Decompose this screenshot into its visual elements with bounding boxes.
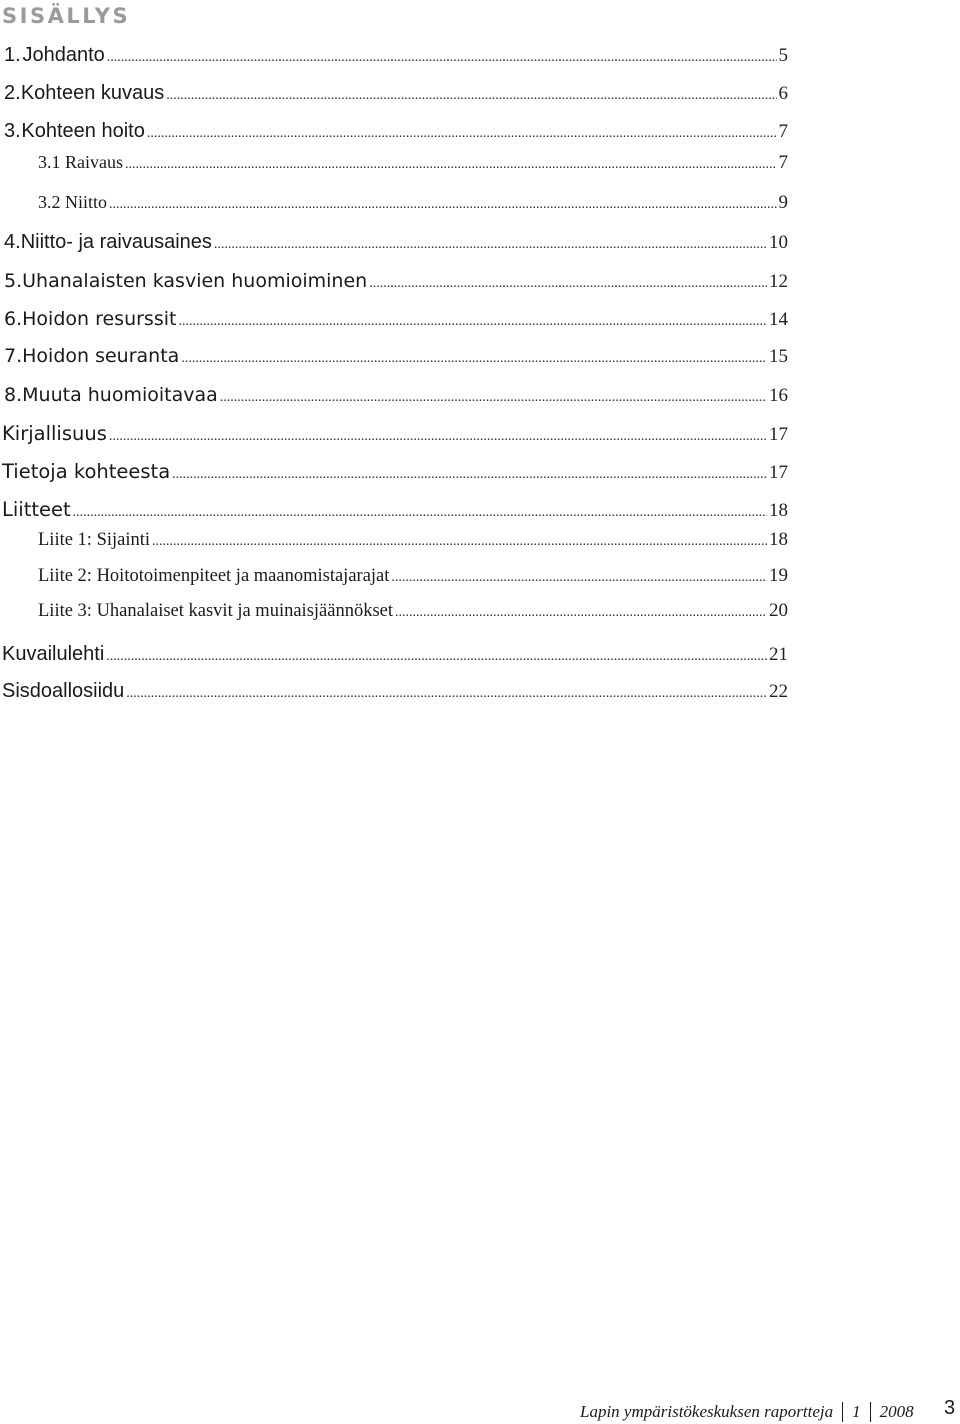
toc-entry-page: 5 bbox=[778, 45, 788, 66]
toc-entry-4[interactable] bbox=[4, 231, 788, 261]
toc-entry-label: 3.1 Raivaus bbox=[38, 152, 123, 172]
toc-entry-page: 17 bbox=[769, 462, 788, 483]
footer-separator bbox=[870, 1402, 871, 1422]
toc-entry-label: Liitteet bbox=[2, 498, 71, 521]
page-number: 3 bbox=[944, 1397, 956, 1419]
toc-entry-number: 5. bbox=[4, 270, 23, 292]
toc-entry-page: 14 bbox=[769, 309, 788, 330]
toc-entry-tietoja-kohteesta[interactable] bbox=[2, 460, 788, 490]
footer-series-title: Lapin ympäristökeskuksen raportteja bbox=[580, 1402, 834, 1421]
toc-entry-page: 7 bbox=[778, 152, 788, 173]
toc-entry-label: Liite 2: Hoitotoimenpiteet ja maanomistajarajat bbox=[38, 566, 390, 586]
toc-entry-liite-1[interactable] bbox=[38, 529, 788, 559]
toc-entry-3-2[interactable] bbox=[38, 192, 788, 222]
leader-dots bbox=[152, 534, 767, 550]
leader-dots bbox=[73, 505, 767, 521]
toc-entry-label: Kuvailulehti bbox=[2, 643, 105, 665]
toc-entry-page: 9 bbox=[778, 192, 788, 213]
toc-entry-page: 16 bbox=[769, 385, 788, 406]
toc-entry-number: 7. bbox=[4, 345, 23, 367]
toc-entry-5[interactable] bbox=[4, 270, 788, 300]
toc-entry-kuvailulehti[interactable] bbox=[2, 643, 788, 673]
toc-entry-sisdoallosiidu[interactable] bbox=[2, 680, 788, 710]
leader-dots bbox=[125, 157, 777, 173]
toc-entry-kirjallisuus[interactable] bbox=[2, 422, 788, 452]
toc-entry-label: Johdanto bbox=[22, 44, 105, 66]
leader-dots bbox=[214, 237, 767, 253]
toc-entry-label: Kohteen hoito bbox=[21, 120, 145, 142]
leader-dots bbox=[220, 390, 767, 406]
footer-year: 2008 bbox=[879, 1402, 914, 1421]
toc-entry-number: 3. bbox=[4, 120, 21, 142]
leader-dots bbox=[166, 88, 776, 104]
toc-entry-page: 20 bbox=[769, 600, 788, 621]
toc-entry-number: 2. bbox=[4, 82, 21, 104]
toc-entry-page: 21 bbox=[769, 644, 788, 665]
toc-entry-page: 18 bbox=[769, 529, 788, 550]
leader-dots bbox=[172, 467, 767, 483]
toc-entry-1[interactable] bbox=[4, 44, 788, 74]
leader-dots bbox=[391, 570, 767, 586]
toc-entry-label: 3.2 Niitto bbox=[38, 192, 108, 212]
toc-entry-number: 1. bbox=[4, 44, 21, 66]
leader-dots bbox=[178, 314, 767, 330]
leader-dots bbox=[109, 197, 776, 213]
toc-entry-number: 8. bbox=[4, 384, 23, 406]
toc-entry-page: 22 bbox=[769, 681, 788, 702]
leader-dots bbox=[109, 429, 767, 445]
leader-dots bbox=[369, 276, 767, 292]
toc-entry-3[interactable] bbox=[4, 120, 788, 150]
leader-dots bbox=[126, 686, 767, 702]
toc-entry-7[interactable] bbox=[4, 345, 788, 375]
toc-entry-liite-3[interactable] bbox=[38, 600, 788, 630]
leader-dots bbox=[181, 351, 767, 367]
toc-entry-label: Uhanalaisten kasvien huomioiminen bbox=[22, 270, 368, 292]
toc-entry-label: Hoidon seuranta bbox=[22, 345, 180, 367]
toc-entry-8[interactable] bbox=[4, 384, 788, 414]
toc-entry-label: Niitto- ja raivausaines bbox=[20, 231, 212, 253]
toc-entry-label: Tietoja kohteesta bbox=[2, 460, 171, 483]
toc-entry-page: 12 bbox=[769, 271, 788, 292]
toc-entry-label: Kohteen kuvaus bbox=[20, 82, 165, 104]
toc-entry-liite-2[interactable] bbox=[38, 565, 788, 595]
toc-entry-page: 6 bbox=[778, 83, 788, 104]
toc-entry-page: 18 bbox=[769, 500, 788, 521]
toc-entry-label: Liite 3: Uhanalaiset kasvit ja muinaisjäännökset bbox=[38, 601, 394, 621]
toc-entry-label: Hoidon resurssit bbox=[22, 308, 177, 330]
toc-entry-page: 17 bbox=[769, 424, 788, 445]
toc-entry-liitteet[interactable] bbox=[2, 498, 788, 528]
toc-entry-page: 19 bbox=[769, 565, 788, 586]
toc-entry-number: 4. bbox=[4, 231, 21, 253]
toc-entry-label: Liite 1: Sijainti bbox=[38, 530, 151, 550]
toc-entry-6[interactable] bbox=[4, 308, 788, 338]
toc-entry-3-1[interactable] bbox=[38, 152, 788, 182]
toc-entry-label: Muuta huomioitavaa bbox=[22, 384, 218, 406]
toc-entry-page: 15 bbox=[769, 346, 788, 367]
leader-dots bbox=[395, 605, 767, 621]
leader-dots bbox=[147, 126, 777, 142]
toc-entry-page: 7 bbox=[778, 121, 788, 142]
toc-entry-label: Sisdoallosiidu bbox=[2, 680, 125, 702]
toc-heading: SISÄLLYS bbox=[2, 4, 131, 28]
leader-dots bbox=[107, 50, 777, 66]
footer-issue: 1 bbox=[852, 1402, 861, 1421]
footer-separator bbox=[842, 1402, 843, 1422]
page-footer bbox=[580, 1400, 914, 1424]
toc-entry-number: 6. bbox=[4, 308, 23, 330]
toc-entry-page: 10 bbox=[769, 232, 788, 253]
toc-entry-2[interactable] bbox=[4, 82, 788, 112]
toc-entry-label: Kirjallisuus bbox=[2, 422, 107, 445]
leader-dots bbox=[106, 649, 767, 665]
